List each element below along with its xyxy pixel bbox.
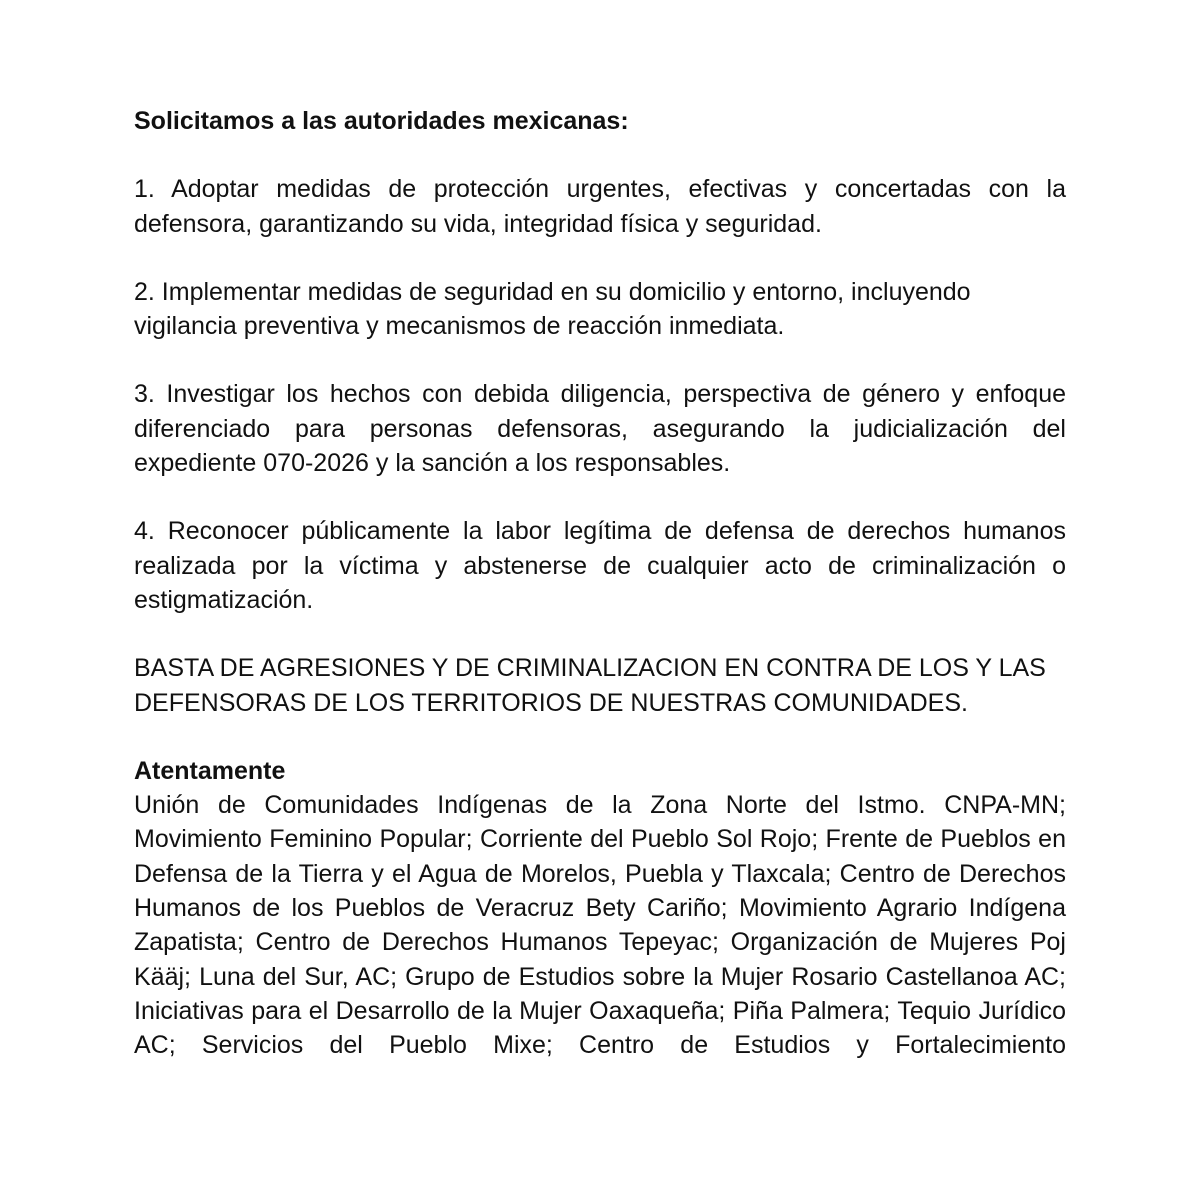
signatories-list: Unión de Comunidades Indígenas de la Zona Norte del Istmo. CNPA-MN; Movimiento Feminino Popular; Corriente del Pueblo Sol Rojo; Frente de Pueblos en Defensa de la Tierra y el Agua de Morelos, Puebla y Tlaxcala; Centro de Derechos Humanos de los Pueblos de Veracruz Bety Cariño; Movimiento Agrario Indígena Zapatista; Centro de Derechos Humanos Tepeyac; Organización de Mujeres Poj Kääj; Luna del Sur, AC; Grupo de Estudios sobre la Mujer Rosario Castellanoa AC; Iniciativas para el Desarrollo de la Mujer Oaxaqueña; Piña Palmera; Tequio Jurídico AC; Servicios del Pueblo Mixe; Centro de Estudios y Fortalecimiento: [134, 791, 1066, 1060]
request-item-3: 3. Investigar los hechos con debida diligencia, perspectiva de género y enfoque diferenciado para personas defensoras, asegurando la judicialización del expediente 070-2026 y la sanción a los responsables.: [134, 380, 1066, 478]
request-item-4: 4. Reconocer públicamente la labor legítima de defensa de derechos humanos realizada por la víctima y abstenerse de cualquier acto de criminalización o estigmatización.: [134, 517, 1066, 614]
document-heading: Solicitamos a las autoridades mexicanas:: [134, 107, 629, 135]
document-body: [134, 104, 1066, 1063]
request-item-1: 1. Adoptar medidas de protección urgentes, efectivas y concertadas con la defensora, garantizando su vida, integridad física y seguridad.: [134, 175, 1066, 238]
statement-text: BASTA DE AGRESIONES Y DE CRIMINALIZACION EN CONTRA DE LOS Y LAS DEFENSORAS DE LOS TERRITORIOS DE NUESTRAS COMUNIDADES.: [134, 654, 1046, 717]
closing-salutation: Atentamente: [134, 756, 286, 785]
request-item-2: 2. Implementar medidas de seguridad en su domicilio y entorno, incluyendo vigilancia preventiva y mecanismos de reacción inmediata.: [134, 277, 971, 341]
